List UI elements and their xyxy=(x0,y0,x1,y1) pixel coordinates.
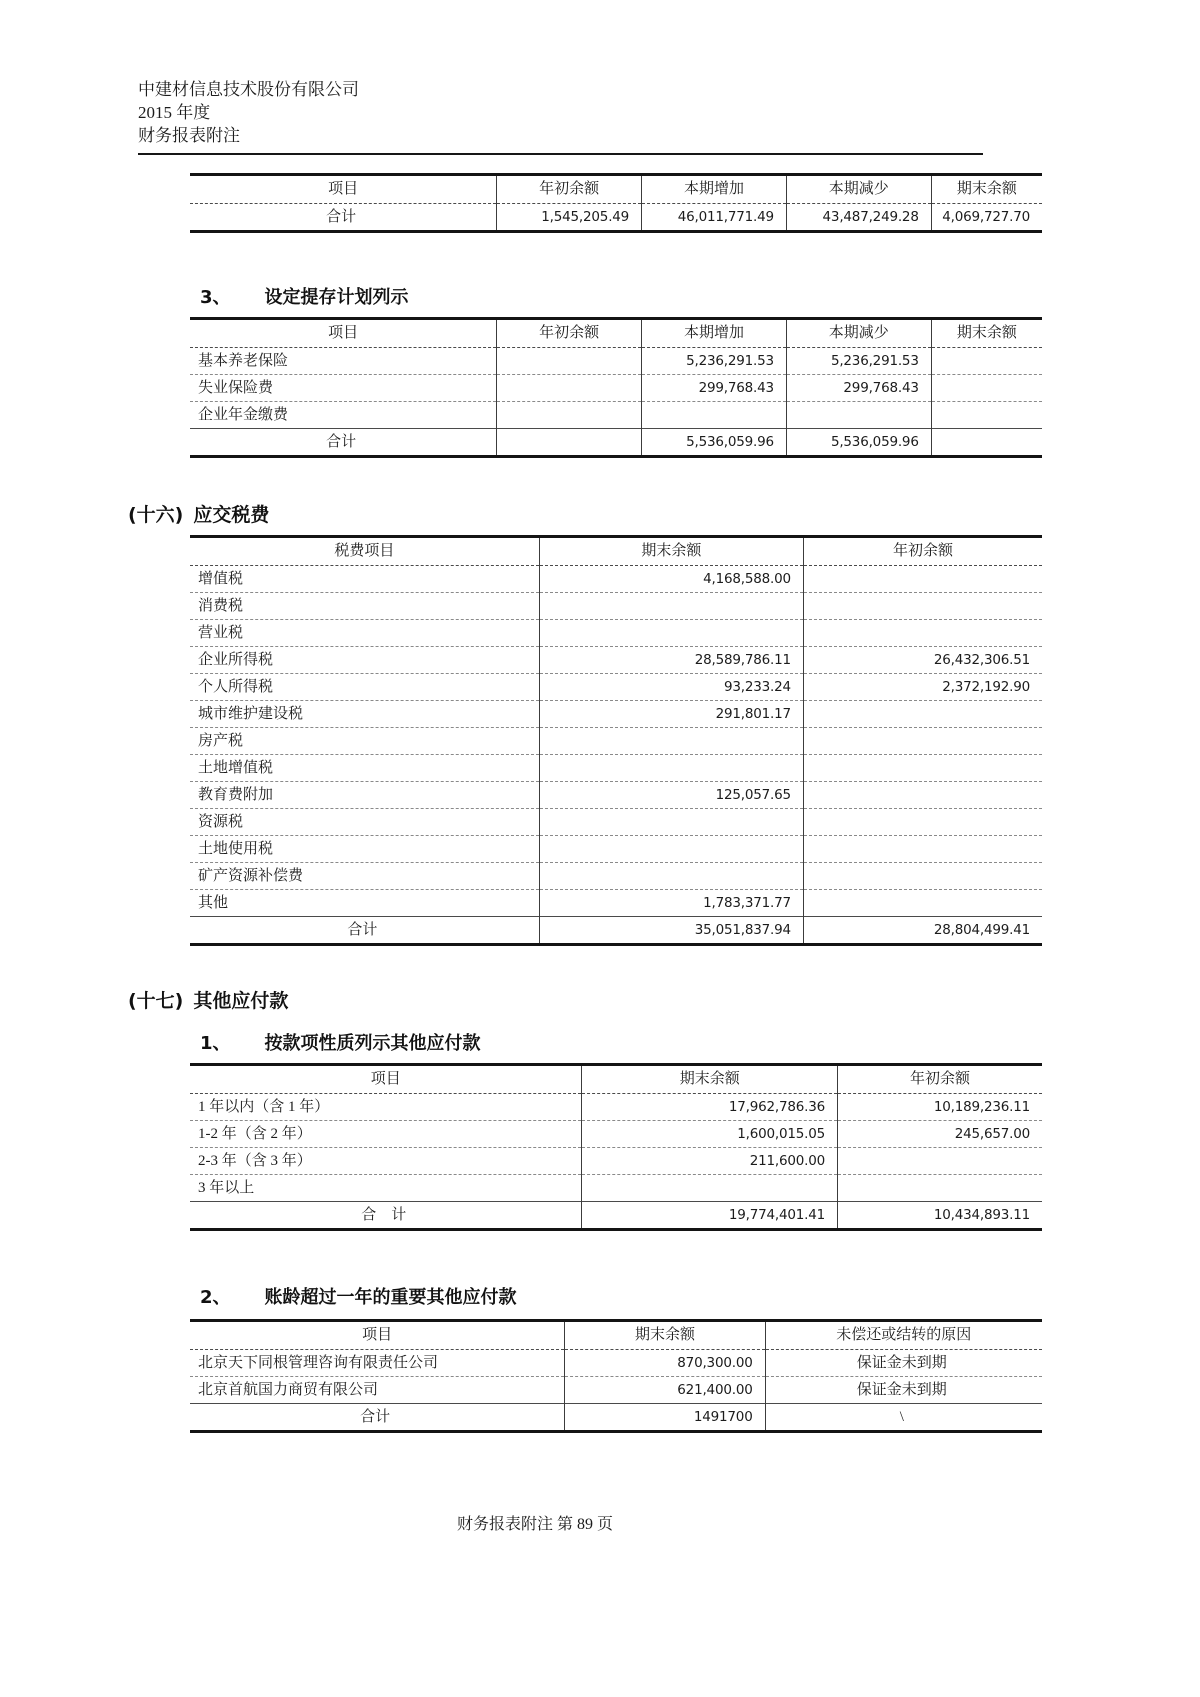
value-cell xyxy=(803,809,1042,836)
fiscal-year: 2015 年度 xyxy=(138,103,211,122)
value-cell: 28,589,786.11 xyxy=(539,647,803,674)
item-cell: 土地增值税 xyxy=(190,755,539,782)
item-cell: 失业保险费 xyxy=(190,375,497,402)
value-cell xyxy=(931,375,1042,402)
value-cell: 1,600,015.05 xyxy=(582,1121,838,1148)
total-row xyxy=(190,1404,1042,1432)
table-row xyxy=(190,348,1042,375)
value-cell xyxy=(803,755,1042,782)
item-cell: 基本养老保险 xyxy=(198,353,289,369)
column-header: 税费项目 xyxy=(190,537,539,566)
heading-number: (十六) xyxy=(128,504,184,526)
heading-aged-important-other-payables xyxy=(200,1283,1200,1309)
table-row xyxy=(190,1148,1042,1175)
value-cell: 299,768.43 xyxy=(642,375,787,402)
table-header-row xyxy=(190,319,1042,348)
value-cell xyxy=(539,728,803,755)
table-header-row xyxy=(190,537,1042,566)
column-header: 年初余额 xyxy=(803,537,1042,566)
heading-other-payables-by-nature xyxy=(200,1029,1200,1055)
value-cell: 2,372,192.90 xyxy=(803,674,1042,701)
table-row xyxy=(190,593,1042,620)
doc-title: 财务报表附注 xyxy=(138,126,240,145)
value-cell: 26,432,306.51 xyxy=(803,647,1042,674)
column-header: 本期减少 xyxy=(786,319,931,348)
value-cell: 870,300.00 xyxy=(565,1350,765,1377)
table-header-row xyxy=(190,175,1042,204)
item-cell: 1 年以内（含 1 年） xyxy=(198,1099,330,1115)
aged-important-other-payables-table xyxy=(190,1319,1042,1433)
column-header: 年初余额 xyxy=(497,319,642,348)
value-cell xyxy=(642,402,787,429)
value-cell xyxy=(803,863,1042,890)
value-cell xyxy=(539,593,803,620)
column-header: 本期减少 xyxy=(786,175,931,204)
value-cell xyxy=(582,1175,838,1202)
column-header: 期末余额 xyxy=(582,1065,838,1094)
table-row xyxy=(190,728,1042,755)
column-header: 本期增加 xyxy=(642,319,787,348)
heading-title: 设定提存计划列示 xyxy=(264,287,409,308)
item-cell: 北京天下同根管理咨询有限责任公司 xyxy=(198,1355,439,1371)
table-header-row xyxy=(190,1065,1042,1094)
table-row xyxy=(190,1377,1042,1404)
heading-number: 2、 xyxy=(200,1287,231,1308)
value-cell: 1,783,371.77 xyxy=(539,890,803,917)
value-cell xyxy=(497,348,642,375)
value-cell: 10,189,236.11 xyxy=(838,1094,1043,1121)
value-cell xyxy=(803,566,1042,593)
value-cell: 5,236,291.53 xyxy=(642,348,787,375)
table-row xyxy=(190,890,1042,917)
column-header: 本期增加 xyxy=(642,175,787,204)
item-cell: 合计 xyxy=(190,1404,565,1432)
item-cell: 合计 xyxy=(190,917,539,945)
item-cell: 资源税 xyxy=(190,809,539,836)
table-row xyxy=(190,1121,1042,1148)
table-header-row xyxy=(190,1321,1042,1350)
value-cell: 299,768.43 xyxy=(786,375,931,402)
value-cell: 1,545,205.49 xyxy=(497,204,642,232)
other-payables-by-nature-table xyxy=(190,1063,1042,1231)
column-header: 期末余额 xyxy=(931,175,1042,204)
heading-title: 其他应付款 xyxy=(193,990,289,1012)
table-row xyxy=(190,566,1042,593)
column-header: 项目 xyxy=(190,1065,582,1094)
heading-other-payables xyxy=(128,986,1200,1013)
value-cell xyxy=(803,836,1042,863)
item-cell: 教育费附加 xyxy=(190,782,539,809)
table-row xyxy=(190,701,1042,728)
value-cell xyxy=(497,429,642,457)
document-header xyxy=(138,78,1200,147)
value-cell xyxy=(803,701,1042,728)
item-cell: 增值税 xyxy=(198,571,244,587)
value-cell: 43,487,249.28 xyxy=(786,204,931,232)
item-cell: 城市维护建设税 xyxy=(190,701,539,728)
item-cell: 2-3 年（含 3 年） xyxy=(190,1148,582,1175)
value-cell xyxy=(497,402,642,429)
column-header: 未偿还或结转的原因 xyxy=(765,1321,1042,1350)
heading-taxes-payable xyxy=(128,500,1200,527)
column-header: 期末余额 xyxy=(539,537,803,566)
value-cell: 621,400.00 xyxy=(565,1377,765,1404)
column-header: 期末余额 xyxy=(565,1321,765,1350)
item-cell: 企业年金缴费 xyxy=(190,402,497,429)
item-cell: 房产税 xyxy=(190,728,539,755)
value-cell xyxy=(803,782,1042,809)
value-cell: 1491700 xyxy=(565,1404,765,1432)
defined-contribution-plan-table xyxy=(190,317,1042,458)
column-header: 项目 xyxy=(190,175,497,204)
item-cell: 营业税 xyxy=(190,620,539,647)
value-cell xyxy=(539,809,803,836)
table-row xyxy=(190,863,1042,890)
value-cell: 46,011,771.49 xyxy=(642,204,787,232)
column-header: 年初余额 xyxy=(838,1065,1043,1094)
heading-number: 3、 xyxy=(200,287,231,308)
value-cell: 5,536,059.96 xyxy=(642,429,787,457)
header-rule xyxy=(138,153,983,155)
total-row xyxy=(190,204,1042,232)
value-cell: 5,236,291.53 xyxy=(786,348,931,375)
value-cell xyxy=(803,620,1042,647)
column-header: 期末余额 xyxy=(931,319,1042,348)
value-cell: 17,962,786.36 xyxy=(582,1094,838,1121)
table-row xyxy=(190,1175,1042,1202)
value-cell xyxy=(931,402,1042,429)
value-cell xyxy=(838,1175,1043,1202)
table-row xyxy=(190,647,1042,674)
value-cell: 4,069,727.70 xyxy=(931,204,1042,232)
heading-title: 按款项性质列示其他应付款 xyxy=(264,1033,481,1054)
value-cell: 19,774,401.41 xyxy=(582,1202,838,1230)
table-row xyxy=(190,674,1042,701)
value-cell: 28,804,499.41 xyxy=(803,917,1042,945)
value-cell xyxy=(803,890,1042,917)
value-cell: 35,051,837.94 xyxy=(539,917,803,945)
page-footer xyxy=(0,1511,1070,1534)
total-row xyxy=(190,917,1042,945)
value-cell xyxy=(497,375,642,402)
heading-number: 1、 xyxy=(200,1033,231,1054)
value-cell xyxy=(931,348,1042,375)
table-row xyxy=(190,402,1042,429)
heading-title: 应交税费 xyxy=(193,504,270,526)
table-row xyxy=(190,836,1042,863)
item-cell: 企业所得税 xyxy=(190,647,539,674)
item-cell: 3 年以上 xyxy=(190,1175,582,1202)
item-cell: 消费税 xyxy=(190,593,539,620)
column-header: 年初余额 xyxy=(497,175,642,204)
value-cell xyxy=(803,728,1042,755)
value-cell: 保证金未到期 xyxy=(765,1377,1042,1404)
value-cell: 245,657.00 xyxy=(838,1121,1043,1148)
value-cell: 4,168,588.00 xyxy=(539,566,803,593)
value-cell xyxy=(539,755,803,782)
table-row xyxy=(190,620,1042,647)
value-cell xyxy=(539,863,803,890)
column-header: 项目 xyxy=(190,1321,565,1350)
item-cell: 北京首航国力商贸有限公司 xyxy=(190,1377,565,1404)
item-cell: 其他 xyxy=(190,890,539,917)
item-cell: 土地使用税 xyxy=(190,836,539,863)
value-cell xyxy=(838,1148,1043,1175)
total-row xyxy=(190,1202,1042,1230)
table-row xyxy=(190,375,1042,402)
heading-defined-contribution-plan xyxy=(200,283,1200,309)
table-row xyxy=(190,1350,1042,1377)
value-cell: 保证金未到期 xyxy=(765,1350,1042,1377)
value-cell: 211,600.00 xyxy=(582,1148,838,1175)
table-row xyxy=(190,1094,1042,1121)
value-cell: \ xyxy=(765,1404,1042,1432)
value-cell: 291,801.17 xyxy=(539,701,803,728)
company-name: 中建材信息技术股份有限公司 xyxy=(138,80,359,99)
item-cell: 矿产资源补偿费 xyxy=(190,863,539,890)
item-cell: 合 计 xyxy=(190,1202,582,1230)
item-cell: 1-2 年（含 2 年） xyxy=(190,1121,582,1148)
value-cell: 10,434,893.11 xyxy=(838,1202,1043,1230)
summary-continuation-table xyxy=(190,173,1042,233)
page-footer-text: 财务报表附注 第 89 页 xyxy=(456,1516,613,1533)
total-row xyxy=(190,429,1042,457)
table-row xyxy=(190,809,1042,836)
heading-number: (十七) xyxy=(128,990,184,1012)
column-header: 项目 xyxy=(190,319,497,348)
value-cell xyxy=(786,402,931,429)
value-cell xyxy=(539,836,803,863)
value-cell: 93,233.24 xyxy=(539,674,803,701)
item-cell: 个人所得税 xyxy=(190,674,539,701)
value-cell: 125,057.65 xyxy=(539,782,803,809)
item-cell: 合计 xyxy=(190,429,497,457)
taxes-payable-table xyxy=(190,535,1042,946)
value-cell xyxy=(803,593,1042,620)
heading-title: 账龄超过一年的重要其他应付款 xyxy=(264,1287,517,1308)
value-cell xyxy=(539,620,803,647)
value-cell: 5,536,059.96 xyxy=(786,429,931,457)
table-row xyxy=(190,755,1042,782)
value-cell xyxy=(931,429,1042,457)
item-cell: 合计 xyxy=(326,209,357,225)
table-row xyxy=(190,782,1042,809)
